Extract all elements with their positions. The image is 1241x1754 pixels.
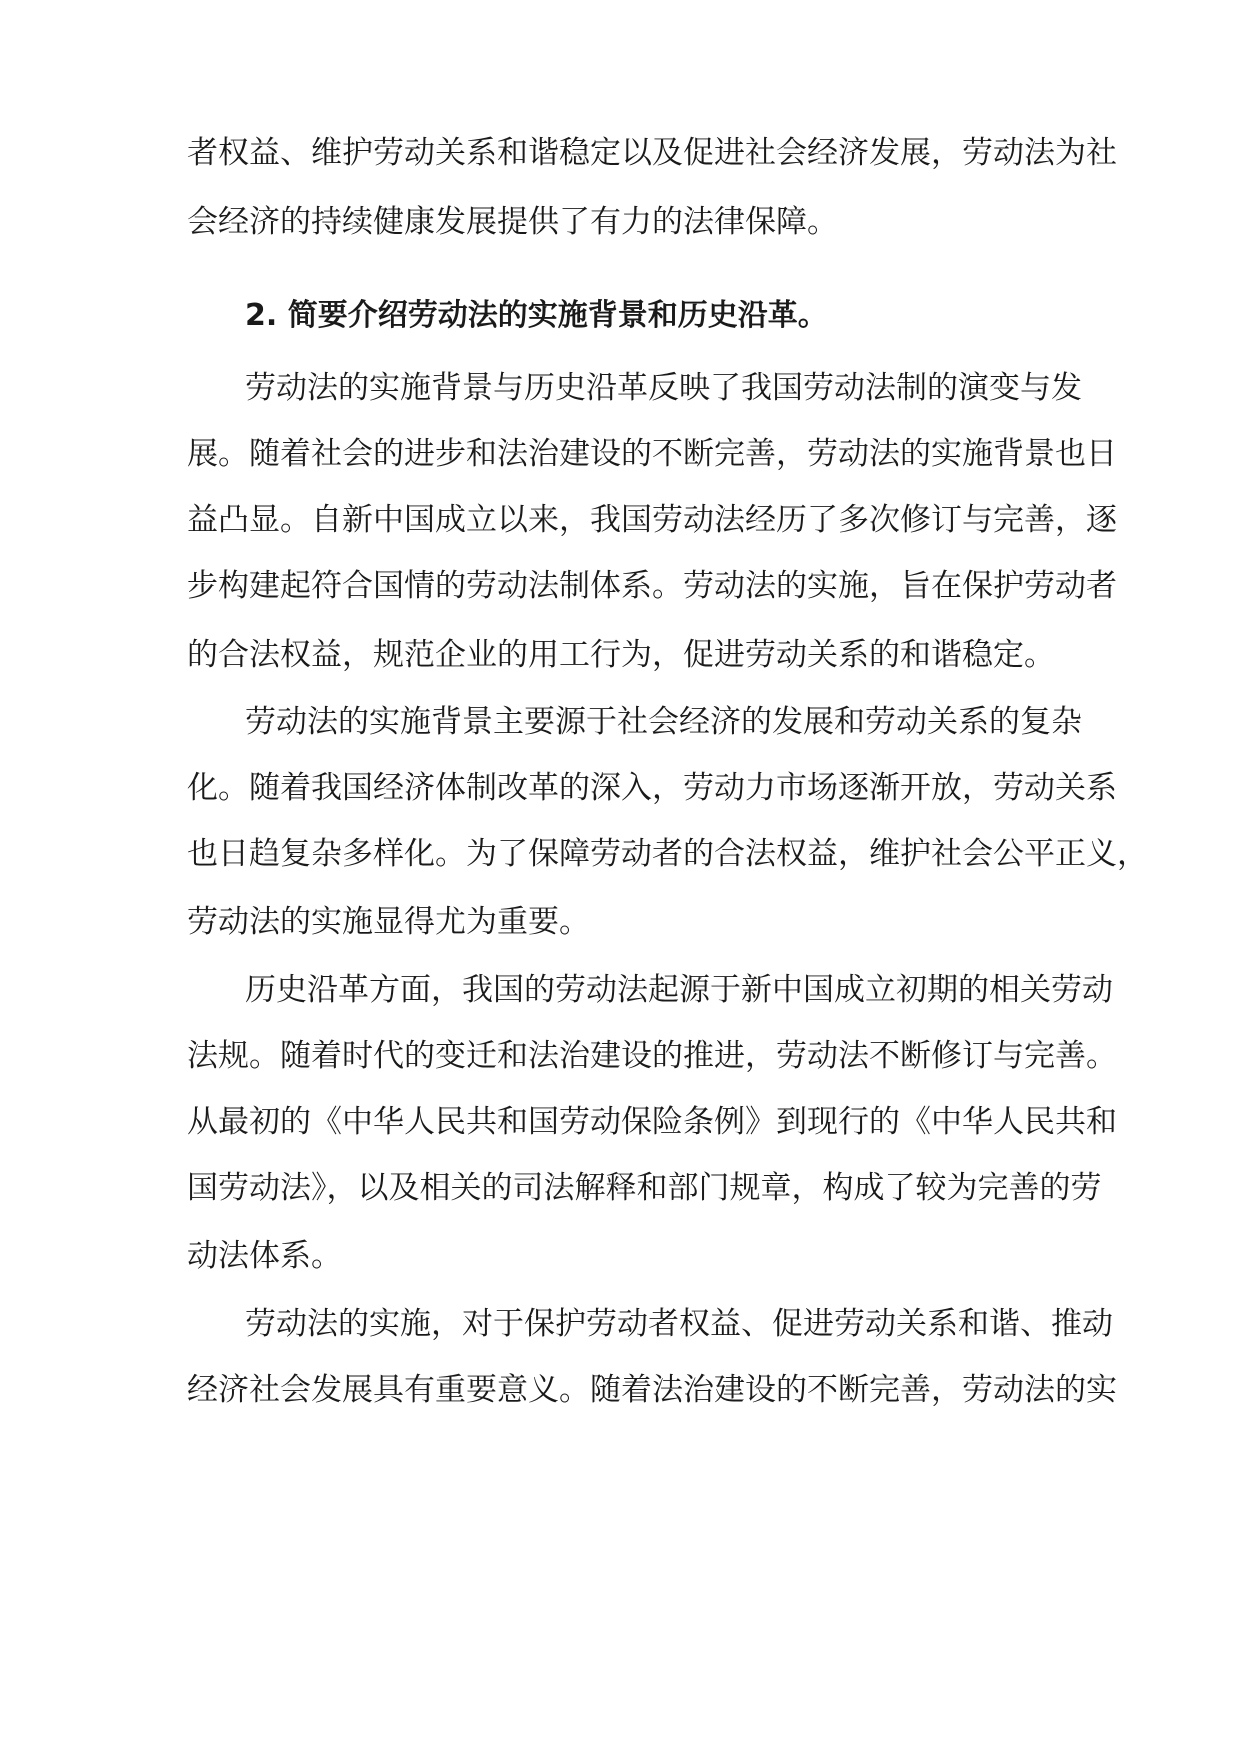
paragraph-4-line-2: 经济社会发展具有重要意义。随着法治建设的不断完善，劳动法的实 [187,1372,1117,1408]
paragraph-2-line-3: 也日趋复杂多样化。为了保障劳动者的合法权益，维护社会公平正义， [187,836,1148,872]
paragraph-1-line-2: 展。随着社会的进步和法治建设的不断完善，劳动法的实施背景也日 [187,436,1117,472]
paragraph-3-line-3: 从最初的《中华人民共和国劳动保险条例》到现行的《中华人民共和 [187,1104,1117,1140]
intro-line-2: 会经济的持续健康发展提供了有力的法律保障。 [187,204,838,240]
paragraph-1-line-4: 步构建起符合国情的劳动法制体系。劳动法的实施，旨在保护劳动者 [187,568,1117,604]
paragraph-3-line-1: 历史沿革方面，我国的劳动法起源于新中国成立初期的相关劳动 [245,972,1113,1008]
intro-line-1: 者权益、维护劳动关系和谐稳定以及促进社会经济发展，劳动法为社 [187,135,1117,171]
paragraph-3-line-2: 法规。随着时代的变迁和法治建设的推进，劳动法不断修订与完善。 [187,1038,1117,1074]
paragraph-1-line-3: 益凸显。自新中国成立以来，我国劳动法经历了多次修订与完善，逐 [187,502,1117,538]
paragraph-2-line-1: 劳动法的实施背景主要源于社会经济的发展和劳动关系的复杂 [245,704,1082,740]
paragraph-1-line-5: 的合法权益，规范企业的用工行为，促进劳动关系的和谐稳定。 [187,637,1055,673]
paragraph-4-line-1: 劳动法的实施，对于保护劳动者权益、促进劳动关系和谐、推动 [245,1306,1113,1342]
paragraph-2-line-2: 化。随着我国经济体制改革的深入，劳动力市场逐渐开放，劳动关系 [187,770,1117,806]
paragraph-2-line-4: 劳动法的实施显得尤为重要。 [187,904,590,940]
paragraph-3-line-5: 动法体系。 [187,1238,342,1274]
paragraph-1-line-1: 劳动法的实施背景与历史沿革反映了我国劳动法制的演变与发 [245,370,1082,406]
section-heading: 2. 简要介绍劳动法的实施背景和历史沿革。 [245,298,828,333]
paragraph-3-line-4: 国劳动法》，以及相关的司法解释和部门规章，构成了较为完善的劳 [187,1170,1102,1206]
